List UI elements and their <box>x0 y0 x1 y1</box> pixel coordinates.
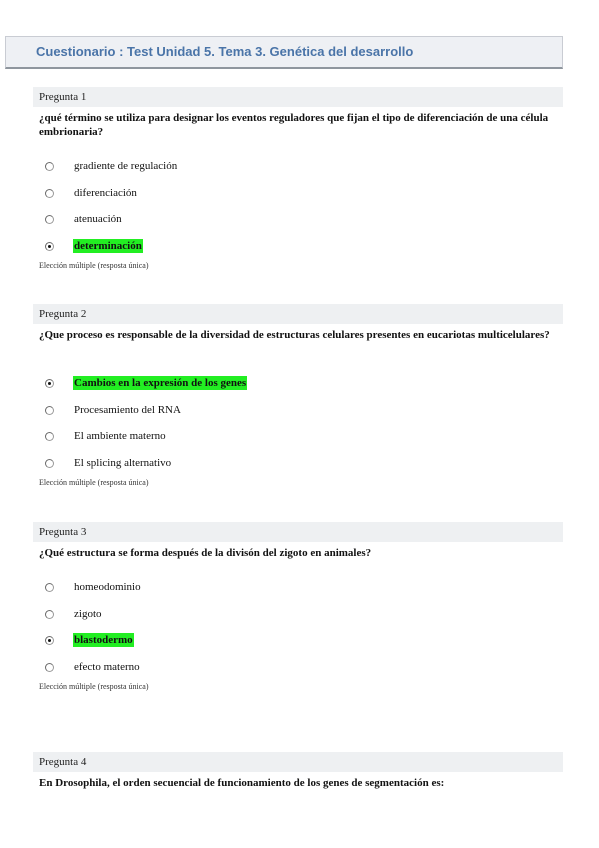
radio-button[interactable] <box>45 162 54 171</box>
radio-button[interactable] <box>45 610 54 619</box>
radio-button-checked[interactable] <box>45 636 54 645</box>
question-type: Elección múltiple (resposta única) <box>39 682 149 691</box>
question-label: Pregunta 3 <box>33 522 563 542</box>
radio-button[interactable] <box>45 663 54 672</box>
radio-button[interactable] <box>45 459 54 468</box>
question-text: ¿Que proceso es responsable de la diversidad de estructuras celulares presentes en eucariotas multicelulares? <box>39 329 550 341</box>
option-label-correct: blastodermo <box>74 634 133 646</box>
question-3 <box>33 522 563 692</box>
question-text: En Drosophila, el orden secuencial de funcionamiento de los genes de segmentación es: <box>39 777 445 789</box>
radio-button[interactable] <box>45 432 54 441</box>
quiz-title: Cuestionario : Test Unidad 5. Tema 3. Genética del desarrollo <box>36 44 414 59</box>
radio-button[interactable] <box>45 583 54 592</box>
radio-button[interactable] <box>45 215 54 224</box>
question-text: ¿qué término se utiliza para designar los eventos reguladores que fijan el tipo de diferenciación de una célula embrionaria? <box>39 112 549 138</box>
option-label: Procesamiento del RNA <box>74 404 181 416</box>
option-label: homeodominio <box>74 581 141 593</box>
question-label: Pregunta 4 <box>33 752 563 772</box>
option-label: gradiente de regulación <box>74 160 178 172</box>
option-label: zigoto <box>74 608 102 620</box>
question-4 <box>33 752 563 812</box>
question-label: Pregunta 1 <box>33 87 563 107</box>
question-type: Elección múltiple (resposta única) <box>39 478 149 487</box>
option-label: El splicing alternativo <box>74 457 172 469</box>
question-type: Elección múltiple (resposta única) <box>39 261 149 270</box>
question-2 <box>33 304 563 494</box>
question-label: Pregunta 2 <box>33 304 563 324</box>
radio-button-checked[interactable] <box>45 242 54 251</box>
option-label: atenuación <box>74 213 122 225</box>
option-label-correct: Cambios en la expresión de los genes <box>74 377 247 389</box>
quiz-header <box>5 36 563 69</box>
radio-button-checked[interactable] <box>45 379 54 388</box>
option-label: El ambiente materno <box>74 430 166 442</box>
question-text: ¿Qué estructura se forma después de la divisón del zigoto en animales? <box>39 547 372 559</box>
radio-button[interactable] <box>45 189 54 198</box>
radio-button[interactable] <box>45 406 54 415</box>
question-1 <box>33 87 563 277</box>
option-label: diferenciación <box>74 187 137 199</box>
option-label: efecto materno <box>74 661 140 673</box>
option-label-correct: determinación <box>74 240 142 252</box>
